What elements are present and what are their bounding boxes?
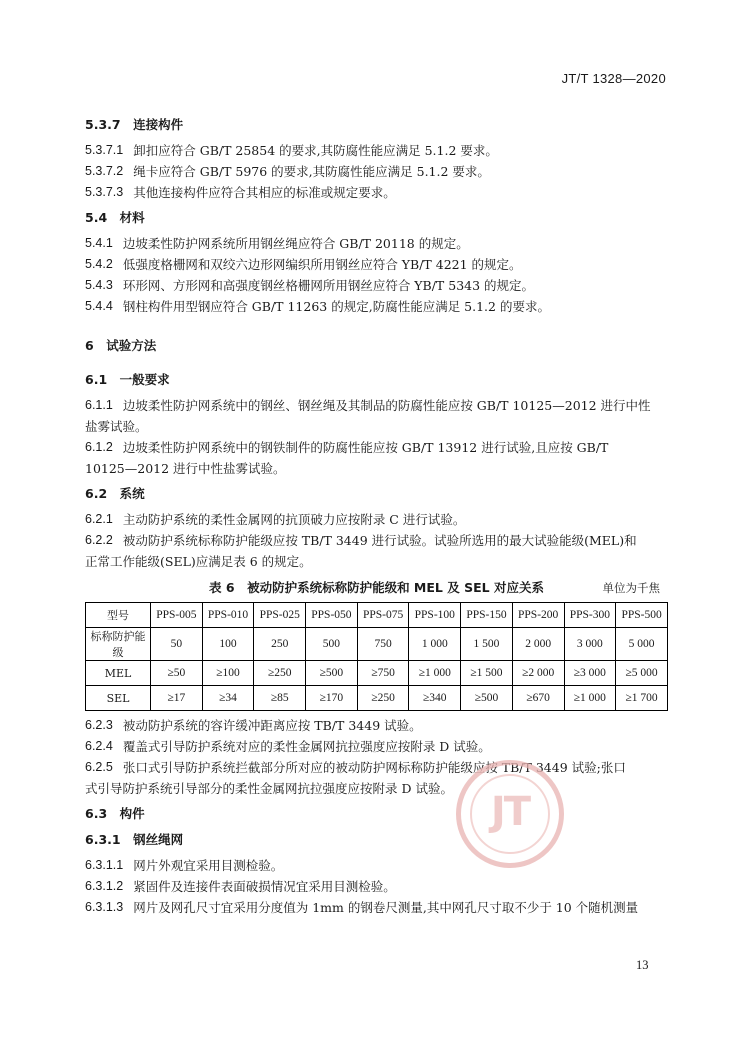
heading-6-3 <box>85 803 668 825</box>
clause-text: 网片及网孔尺寸宜采用分度值为 1mm 的钢卷尺测量,其中网孔尺寸取不少于 10 个随机测量 <box>133 900 639 915</box>
clause-number: 6.3.1.1 <box>85 858 124 872</box>
clause-text: 边坡柔性防护网系统所用钢丝绳应符合 GB/T 20118 的规定。 <box>122 236 469 251</box>
heading-5-3-7 <box>85 114 668 136</box>
table-cell: ≥1 500 <box>461 661 513 686</box>
table-cell: 2 000 <box>512 628 564 661</box>
clause-text: 低强度格栅网和双绞六边形网编织所用钢丝应符合 YB/T 4221 的规定。 <box>122 257 522 272</box>
table-cell: ≥250 <box>357 686 409 711</box>
heading-title: 系统 <box>119 486 145 501</box>
heading-6-1 <box>85 369 668 391</box>
heading-number: 6.1 <box>85 372 108 387</box>
table-cell: ≥1 700 <box>616 686 668 711</box>
clause-text: 钢柱构件用型钢应符合 GB/T 11263 的规定,防腐性能应满足 5.1.2 的要求。 <box>122 299 550 314</box>
clause-6-1-1 <box>85 395 668 437</box>
clause-number: 6.2.3 <box>85 718 113 732</box>
heading-title: 钢丝绳网 <box>133 832 184 847</box>
clause-number: 6.2.2 <box>85 533 113 547</box>
jt-watermark-stamp <box>456 760 564 868</box>
clause-text: 被动防护系统的容许缓冲距离应按 TB/T 3449 试验。 <box>122 718 422 733</box>
clause-text: 网片外观宜采用目测检验。 <box>133 858 284 873</box>
heading-title: 构件 <box>119 806 145 821</box>
clause-number: 5.4.3 <box>85 278 113 292</box>
clause-text-line: 式引导防护系统引导部分的柔性金属网抗拉强度应按附录 D 试验。 <box>85 781 453 796</box>
table-cell: PPS-150 <box>461 603 513 628</box>
clause-5-4-2 <box>85 254 668 275</box>
heading-6-3-1 <box>85 829 668 851</box>
heading-6 <box>85 335 668 357</box>
table-cell: ≥1 000 <box>564 686 616 711</box>
table-cell: PPS-100 <box>409 603 461 628</box>
table-row <box>86 603 668 628</box>
table-cell: ≥750 <box>357 661 409 686</box>
table-unit: 单位为千焦 <box>602 581 660 595</box>
table-6-caption-row <box>85 574 668 600</box>
clause-text-line: 10125—2012 进行中性盐雾试验。 <box>85 461 286 476</box>
heading-title: 连接构件 <box>133 117 184 132</box>
clause-number: 5.4.4 <box>85 299 113 313</box>
table-cell: 500 <box>306 628 358 661</box>
heading-5-4 <box>85 207 668 229</box>
clause-6-2-2 <box>85 530 668 572</box>
clause-number: 6.2.5 <box>85 760 113 774</box>
table-cell: ≥2 000 <box>512 661 564 686</box>
table-caption: 表 6 被动防护系统标称防护能级和 MEL 及 SEL 对应关系 <box>209 580 544 595</box>
clause-6-2-3 <box>85 715 668 736</box>
table-cell: ≥500 <box>306 661 358 686</box>
clause-6-2-1 <box>85 509 668 530</box>
table-cell: 1 500 <box>461 628 513 661</box>
heading-number: 5.3.7 <box>85 117 121 132</box>
clause-number: 5.3.7.3 <box>85 185 124 199</box>
clause-text-line: 张口式引导防护系统拦截部分所对应的被动防护网标称防护能级应按 TB/T 3449 试验;张口 <box>122 760 626 775</box>
clause-5-3-7-2 <box>85 161 668 182</box>
clause-text: 主动防护系统的柔性金属网的抗顶破力应按附录 C 进行试验。 <box>122 512 466 527</box>
clause-number: 5.3.7.2 <box>85 164 124 178</box>
clause-number: 6.1.1 <box>85 398 113 412</box>
table-cell: 型号 <box>86 603 151 628</box>
table-cell: ≥500 <box>461 686 513 711</box>
clause-5-3-7-1 <box>85 140 668 161</box>
table-cell: PPS-300 <box>564 603 616 628</box>
table-cell: ≥250 <box>254 661 306 686</box>
clause-5-4-3 <box>85 275 668 296</box>
table-cell: PPS-005 <box>151 603 203 628</box>
standard-number: JT/T 1328—2020 <box>561 71 666 86</box>
table-cell: ≥100 <box>202 661 254 686</box>
table-row <box>86 686 668 711</box>
table-cell: 3 000 <box>564 628 616 661</box>
table-cell: 50 <box>151 628 203 661</box>
table-cell: 250 <box>254 628 306 661</box>
table-cell: PPS-075 <box>357 603 409 628</box>
heading-title: 材料 <box>119 210 145 225</box>
table-cell: PPS-200 <box>512 603 564 628</box>
table-row <box>86 628 668 661</box>
table-row <box>86 661 668 686</box>
table-cell: ≥170 <box>306 686 358 711</box>
clause-5-3-7-3 <box>85 182 668 203</box>
heading-number: 6 <box>85 338 94 353</box>
table-cell: ≥340 <box>409 686 461 711</box>
clause-6-3-1-1 <box>85 855 668 876</box>
clause-5-4-1 <box>85 233 668 254</box>
table-cell: ≥34 <box>202 686 254 711</box>
table-cell: 1 000 <box>409 628 461 661</box>
clause-text: 其他连接构件应符合其相应的标准或规定要求。 <box>133 185 396 200</box>
table-cell: ≥3 000 <box>564 661 616 686</box>
table-cell: ≥50 <box>151 661 203 686</box>
table-cell: 5 000 <box>616 628 668 661</box>
clause-text: 覆盖式引导防护系统对应的柔性金属网抗拉强度应按附录 D 试验。 <box>122 739 491 754</box>
clause-text-line: 正常工作能级(SEL)应满足表 6 的规定。 <box>85 554 312 569</box>
table-cell: 750 <box>357 628 409 661</box>
heading-title: 试验方法 <box>106 338 157 353</box>
table-cell: MEL <box>86 661 151 686</box>
clause-number: 6.3.1.3 <box>85 900 124 914</box>
heading-number: 6.3 <box>85 806 108 821</box>
clause-number: 5.4.1 <box>85 236 113 250</box>
table-cell: SEL <box>86 686 151 711</box>
heading-number: 5.4 <box>85 210 108 225</box>
clause-6-3-1-3 <box>85 897 668 918</box>
heading-number: 6.3.1 <box>85 832 121 847</box>
clause-5-4-4 <box>85 296 668 317</box>
page-body <box>85 114 668 918</box>
clause-text-line: 边坡柔性防护网系统中的钢铁制件的防腐性能应按 GB/T 13912 进行试验,且应按 GB/T <box>122 440 609 455</box>
table-cell: ≥17 <box>151 686 203 711</box>
table-cell: ≥5 000 <box>616 661 668 686</box>
clause-text-line: 盐雾试验。 <box>85 419 148 434</box>
clause-6-2-5 <box>85 757 668 799</box>
table-cell: PPS-010 <box>202 603 254 628</box>
stamp-text: JT <box>490 789 530 835</box>
clause-text: 紧固件及连接件表面破损情况宜采用目测检验。 <box>133 879 396 894</box>
page-number: 13 <box>636 958 649 972</box>
clause-text: 绳卡应符合 GB/T 5976 的要求,其防腐性能应满足 5.1.2 要求。 <box>133 164 490 179</box>
table-cell: PPS-025 <box>254 603 306 628</box>
clause-number: 5.4.2 <box>85 257 113 271</box>
table-cell: ≥85 <box>254 686 306 711</box>
clause-6-3-1-2 <box>85 876 668 897</box>
clause-number: 6.1.2 <box>85 440 113 454</box>
clause-number: 6.2.1 <box>85 512 113 526</box>
table-cell: PPS-050 <box>306 603 358 628</box>
clause-text: 卸扣应符合 GB/T 25854 的要求,其防腐性能应满足 5.1.2 要求。 <box>133 143 498 158</box>
clause-text-line: 边坡柔性防护网系统中的钢丝、钢丝绳及其制品的防腐性能应按 GB/T 10125—2012 进行中性 <box>122 398 651 413</box>
heading-title: 一般要求 <box>119 372 170 387</box>
clause-number: 5.3.7.1 <box>85 143 124 157</box>
table-cell: 标称防护能级 <box>86 628 151 661</box>
clause-6-1-2 <box>85 437 668 479</box>
heading-number: 6.2 <box>85 486 108 501</box>
clause-text: 环形网、方形网和高强度钢丝格栅网所用钢丝应符合 YB/T 5343 的规定。 <box>122 278 535 293</box>
table-cell: 100 <box>202 628 254 661</box>
table-cell: PPS-500 <box>616 603 668 628</box>
table-6 <box>85 602 668 711</box>
table-cell: ≥670 <box>512 686 564 711</box>
clause-text-line: 被动防护系统标称防护能级应按 TB/T 3449 进行试验。试验所选用的最大试验能级(MEL)和 <box>122 533 637 548</box>
clause-6-2-4 <box>85 736 668 757</box>
clause-number: 6.2.4 <box>85 739 113 753</box>
clause-number: 6.3.1.2 <box>85 879 124 893</box>
heading-6-2 <box>85 483 668 505</box>
table-cell: ≥1 000 <box>409 661 461 686</box>
